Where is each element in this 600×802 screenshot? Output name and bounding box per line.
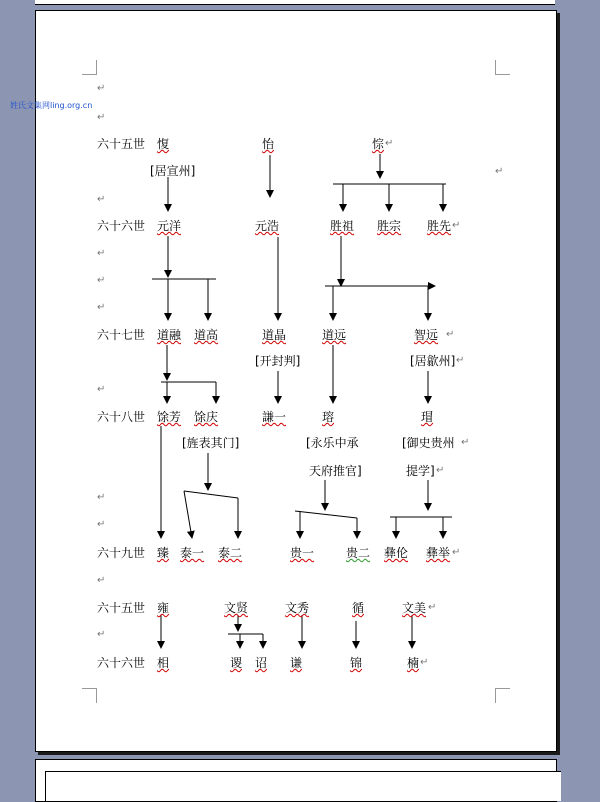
note-official-post: [永乐中承 [306,436,359,450]
paragraph-mark: ↵ [97,302,106,313]
paragraph-mark: ↵ [97,112,106,123]
generation-label: 六十九世 [97,546,146,560]
person-name: 谡 [230,656,243,670]
paragraph-mark: ↵ [97,492,106,503]
person-name: 泰一 [180,546,205,560]
person-name: 道高 [194,328,219,342]
person-name: 贵二 [346,546,371,560]
person-name: 贵一 [290,546,315,560]
paragraph-mark: ↵ [452,220,461,231]
generation-label: 六十五世 [97,137,146,151]
paragraph-mark: ↵ [495,166,504,177]
person-name: 道晶 [262,328,287,342]
person-name: 元洋 [157,219,182,233]
person-name: 元浩 [255,219,280,233]
paragraph-mark: ↵ [97,194,106,205]
note-official-post: [开封判] [255,354,301,368]
person-name: 臻 [157,546,170,560]
person-name: 彝伦 [384,546,409,560]
generation-label: 六十八世 [97,410,146,424]
note-residence: [居宣州] [150,164,196,178]
paragraph-mark: ↵ [428,602,437,613]
person-name: 道融 [157,328,182,342]
person-name: 胜先 [427,219,452,233]
paragraph-mark: ↵ [97,575,106,586]
person-name: 文贤 [224,601,249,615]
paragraph-mark: ↵ [97,83,106,94]
paragraph-mark: ↵ [461,437,470,448]
person-name: 诏 [255,656,268,670]
person-name: 智远 [414,328,439,342]
person-name: 馀庆 [194,410,219,424]
paragraph-mark: ↵ [452,547,461,558]
person-name: 泰二 [218,546,243,560]
person-name: 文秀 [285,601,310,615]
person-name: 馀芳 [157,410,182,424]
paragraph-mark: ↵ [456,355,465,366]
generation-label: 六十六世 [97,656,146,670]
paragraph-mark: ↵ [420,657,429,668]
generation-label: 六十六世 [97,219,146,233]
note-residence: [居歙州] [410,354,456,368]
person-name: 悰 [372,137,385,151]
paragraph-mark: ↵ [97,248,106,259]
paragraph-mark: ↵ [97,384,106,395]
person-name: 胜宗 [377,219,402,233]
paragraph-mark: ↵ [385,138,394,149]
note-official-post: 提学] [406,464,435,478]
paragraph-mark: ↵ [97,275,106,286]
person-name: 循 [352,601,365,615]
person-name: 雍 [157,601,170,615]
person-name: 瑢 [322,410,335,424]
person-name: 谦 [290,656,303,670]
person-name: 謙一 [262,410,287,424]
note-official-post: 天府推官] [309,464,362,478]
person-name: 相 [157,656,170,670]
paragraph-mark: ↵ [97,519,106,530]
person-name: 彝举 [426,546,451,560]
generation-label: 六十五世 [97,601,146,615]
note-official-post: [御史贵州 [402,436,455,450]
person-name: 怡 [262,137,275,151]
generation-label: 六十七世 [97,328,146,342]
person-name: 锦 [350,656,363,670]
person-name: 瑁 [421,410,434,424]
watermark-link[interactable]: 姓氏文集网ling.org.cn [10,101,93,110]
paragraph-mark: ↵ [97,629,106,640]
note-honor: [旌表其门] [182,436,240,450]
person-name: 道远 [322,328,347,342]
person-name: 愎 [157,137,170,151]
person-name: 胜祖 [330,219,355,233]
paragraph-mark: ↵ [446,329,455,340]
paragraph-mark: ↵ [436,465,445,476]
person-name: 文美 [402,601,427,615]
person-name: 楠 [407,656,420,670]
